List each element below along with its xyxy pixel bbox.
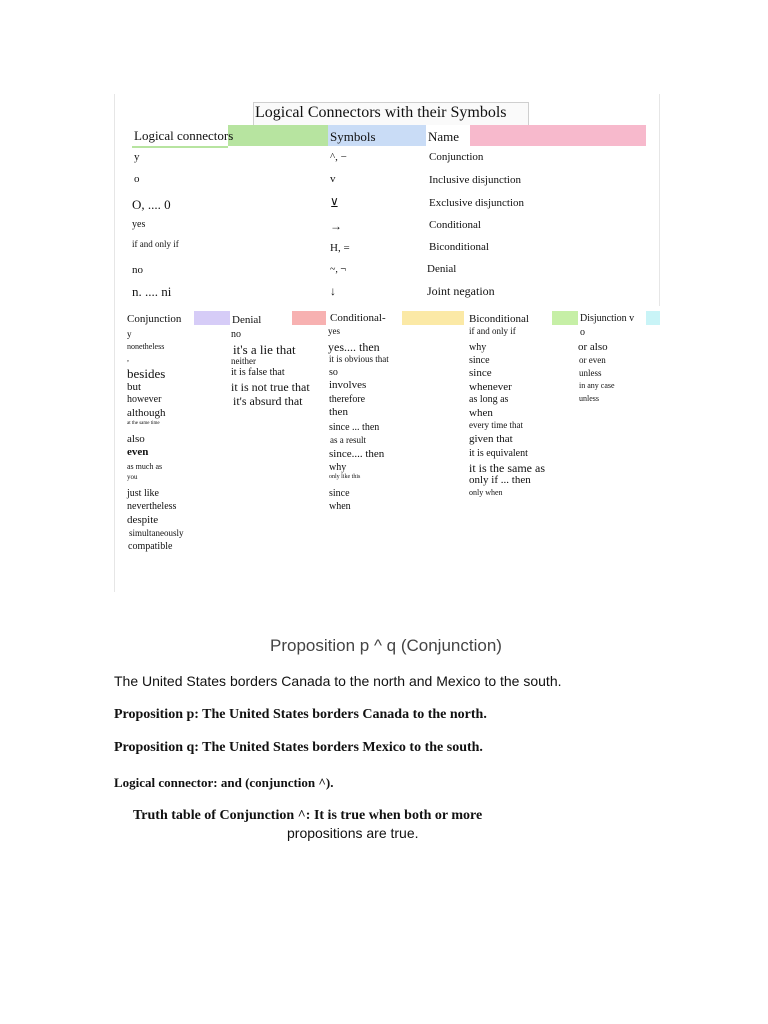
conditional-item: so (329, 367, 338, 378)
left-border (114, 94, 115, 592)
disjunction-item: in any case (579, 381, 615, 390)
conjunction-item: as much as (127, 462, 163, 471)
row-name: Conjunction (429, 151, 484, 163)
conditional-item: involves (329, 379, 367, 391)
col-header-conjunction: Conjunction (127, 313, 182, 325)
conditional-item: only like this (329, 474, 361, 480)
biconditional-item: only when (469, 488, 503, 497)
biconditional-item: as long as (469, 394, 509, 405)
row-connector: if and only if (132, 239, 179, 249)
truth-table-intro-continued: propositions are true. (287, 825, 419, 841)
conditional-item: since (329, 488, 350, 499)
logical-connectors-table-image (114, 94, 660, 592)
conjunction-item: compatible (128, 541, 173, 552)
conjunction-item: although (127, 407, 166, 419)
conditional-item: since ... then (329, 422, 380, 433)
row-name: Joint negation (427, 284, 495, 298)
proposition-p: Proposition p: The United States borders Canada to the north. (114, 707, 487, 722)
row-name: Conditional (429, 219, 481, 231)
biconditional-item: since (469, 355, 490, 366)
biconditional-item: every time that (469, 420, 523, 430)
conjunction-item: despite (127, 514, 159, 526)
conditional-item: why (329, 462, 347, 473)
disjunction-item: unless (579, 368, 602, 378)
header-name: Name (428, 129, 460, 144)
conjunction-item: besides (127, 366, 166, 381)
denial-item: it is false that (231, 367, 285, 378)
band-yellow (402, 311, 464, 325)
conjunction-item: simultaneously (129, 528, 184, 538)
conjunction-item: even (127, 446, 149, 458)
logical-connector-line: Logical connector: and (conjunction ^). (114, 775, 334, 790)
biconditional-item: why (469, 342, 487, 353)
biconditional-item: if and only if (469, 326, 516, 336)
row-connector: O, .... 0 (132, 197, 171, 212)
header-symbols: Symbols (330, 129, 376, 144)
conditional-item: then (329, 406, 348, 418)
conditional-item: since.... then (329, 448, 385, 460)
conditional-item: when (329, 501, 351, 512)
row-symbol: ~, ¬ (330, 264, 347, 275)
conjunction-item: just like (127, 488, 159, 499)
row-symbol: H, = (330, 242, 350, 254)
row-connector: yes (132, 219, 146, 230)
col-header-disjunction: Disjunction v (580, 313, 635, 324)
col-header-biconditional: Biconditional (469, 313, 529, 325)
row-name: Exclusive disjunction (429, 197, 525, 209)
conjunction-item: at the same time (127, 421, 160, 426)
header-connectors: Logical connectors (134, 128, 234, 143)
conditional-item: as a result (330, 435, 366, 445)
row-connector: o (134, 173, 140, 185)
proposition-q: Proposition q: The United States borders Mexico to the south. (114, 740, 483, 755)
disjunction-item: or even (579, 355, 606, 365)
biconditional-item: since (469, 367, 492, 379)
biconditional-item: given that (469, 433, 513, 445)
biconditional-item: it is equivalent (469, 448, 528, 459)
denial-item: it is not true that (231, 380, 310, 394)
row-name: Inclusive disjunction (429, 174, 521, 186)
row-connector: n. .... ni (132, 284, 172, 299)
row-name: Biconditional (429, 241, 489, 253)
denial-item: no (231, 329, 241, 340)
truth-table-intro: Truth table of Conjunction ^: It is true when both or more (133, 808, 483, 823)
conjunction-item: , (127, 354, 129, 363)
biconditional-item: it is the same as (469, 461, 545, 475)
band-green (228, 125, 328, 146)
row-symbol: → (330, 219, 342, 233)
denial-item: it's absurd that (233, 394, 303, 408)
conjunction-item: nevertheless (127, 501, 177, 512)
row-symbol: ^, − (330, 151, 347, 163)
conditional-item: yes (328, 326, 340, 336)
biconditional-item: when (469, 407, 493, 419)
denial-item: neither (231, 356, 256, 366)
row-symbol: v (330, 173, 336, 185)
disjunction-item: or also (578, 341, 608, 353)
table-title: Logical Connectors with their Symbols (255, 104, 507, 121)
row-name: Denial (427, 263, 457, 275)
col-header-denial: Denial (232, 314, 262, 326)
example-sentence: The United States borders Canada to the north and Mexico to the south. (114, 673, 562, 689)
row-symbol: ⊻ (330, 196, 339, 210)
band-lavender (194, 311, 230, 325)
row-connector: y (134, 151, 140, 163)
conditional-item: therefore (329, 394, 366, 405)
conjunction-item: y (127, 329, 132, 339)
denial-item: it's a lie that (233, 342, 296, 357)
conditional-item: yes.... then (328, 340, 380, 354)
right-border (659, 94, 660, 306)
col-header-conditional: Conditional- (330, 312, 386, 324)
band-salmon (292, 311, 326, 325)
section-heading: Proposition p ^ q (Conjunction) (270, 636, 502, 655)
conjunction-item: but (127, 381, 142, 393)
band-pink (470, 125, 646, 146)
conjunction-item: however (127, 394, 162, 405)
row-connector: no (132, 264, 143, 276)
conjunction-item: you (127, 473, 138, 481)
conjunction-item: also (127, 433, 145, 445)
biconditional-item: only if ... then (469, 474, 531, 486)
disjunction-item: unless (579, 394, 599, 403)
conditional-item: it is obvious that (329, 354, 389, 364)
conjunction-item: nonetheless (127, 342, 165, 351)
band-cyan (646, 311, 660, 325)
biconditional-item: whenever (469, 381, 512, 393)
band-lime (552, 311, 578, 325)
disjunction-item: o (580, 327, 585, 338)
row-symbol: ↓ (330, 284, 336, 298)
